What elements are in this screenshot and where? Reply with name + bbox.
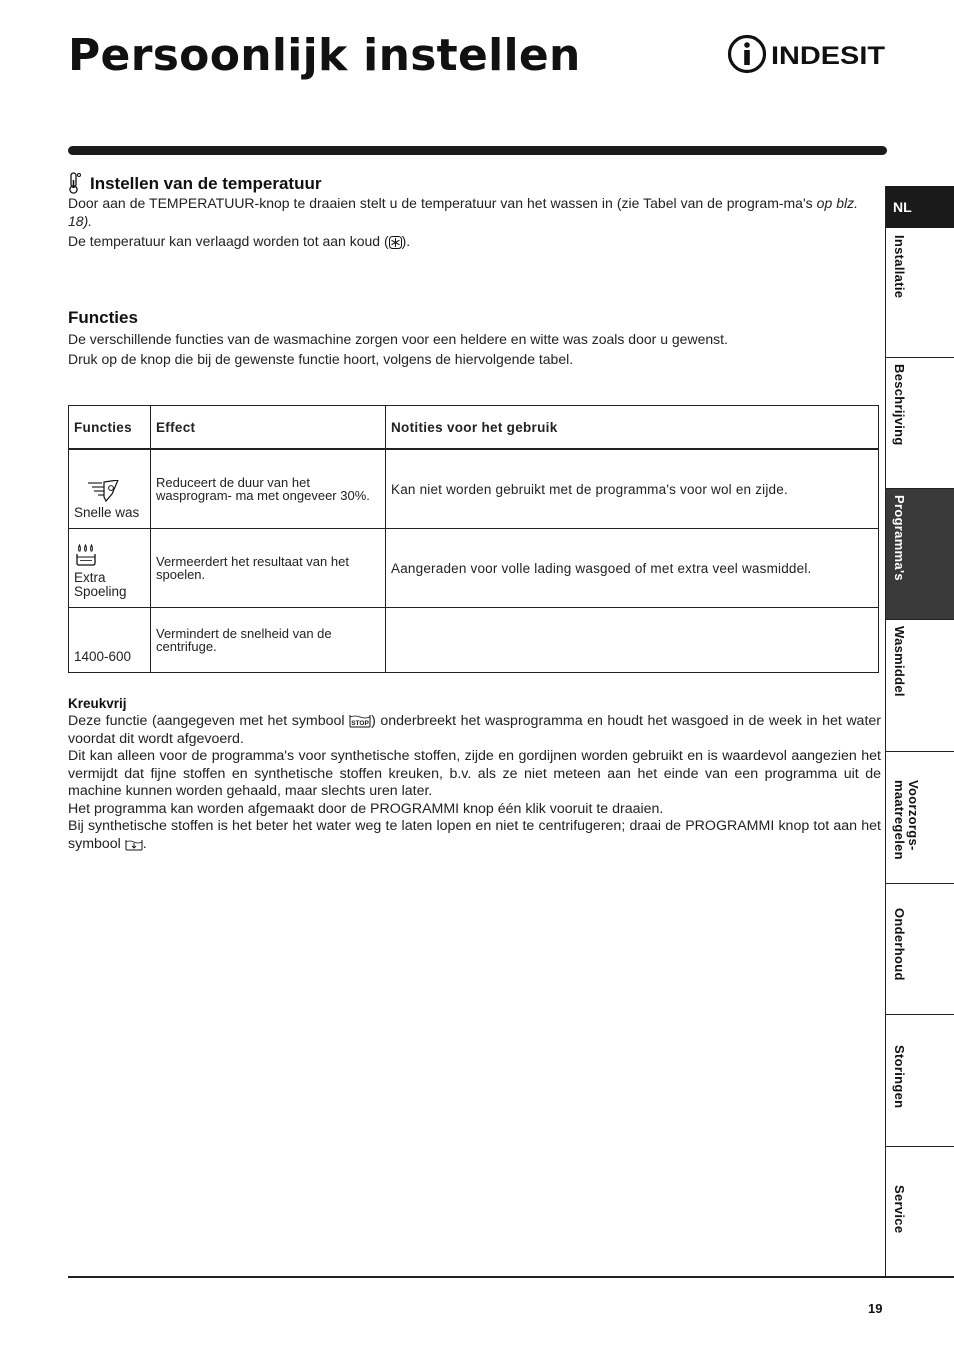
function-cell: [69, 449, 151, 529]
note-cell: [386, 608, 879, 673]
svg-text:STOP: STOP: [351, 720, 369, 727]
kreukvrij-section: [68, 696, 881, 853]
tab-onderhoud[interactable]: [886, 884, 954, 1015]
function-cell: [69, 529, 151, 608]
indesit-logo: [727, 34, 887, 74]
language-tab: [886, 186, 954, 228]
function-cell: [69, 608, 151, 673]
effect-cell: Reduceert de duur van het wasprogram- ma met ongeveer 30%.: [151, 449, 386, 529]
effect-cell: Vermeerdert het resultaat van het spoelen.: [151, 529, 386, 608]
tab-voorzorgsmaatregelen[interactable]: [886, 752, 954, 884]
tab-label: Programma's: [892, 495, 907, 581]
kreukvrij-heading: Kreukvrij: [68, 696, 127, 711]
drain-symbol-icon: [125, 837, 143, 851]
tab-storingen[interactable]: [886, 1015, 954, 1147]
kreukvrij-paragraph-4: Bij synthetische stoffen is het beter het water weg te laten lopen en niet te centrifugeren; draai de PROGRAMMI knop tot aan het symbool .: [68, 818, 881, 852]
effect-cell: Vermindert de snelheid van de centrifuge.: [151, 608, 386, 673]
function-name: Extra Spoeling: [74, 570, 127, 599]
tab-service[interactable]: [886, 1147, 954, 1276]
temperature-paragraph-1: Door aan de TEMPERATUUR-knop te draaien stelt u de temperatuur van het wassen in (zie Tabel van de program-ma's op blz. 18).: [68, 195, 859, 229]
tab-label: Onderhoud: [892, 908, 907, 981]
tab-installatie[interactable]: [886, 229, 954, 358]
tab-label: Service: [892, 1185, 907, 1234]
functions-line-1: De verschillende functies van de wasmachine zorgen voor een heldere en witte was zoals door u gewenst.: [68, 331, 728, 347]
temperature-heading: Instellen van de temperatuur: [90, 174, 322, 193]
column-header-effect: Effect: [151, 406, 386, 450]
table-header-row: [69, 406, 879, 450]
quick-wash-icon: [74, 480, 120, 502]
kreukvrij-paragraph-2: Dit kan alleen voor de programma's voor synthetische stoffen, zijde en gordijnen worden gebruikt en is waardevol aangezien het vermijdt dat fijne stoffen en synthetische stoffen kreuken, b.v. als ze niet meteen aan het einde van een programma uit de machine kunnen worden gehaald, maar slechts uren later.: [68, 748, 881, 799]
table-row: [69, 608, 879, 673]
tab-programmas[interactable]: [886, 489, 954, 620]
kreukvrij-paragraph-1: Deze functie (aangegeven met het symbool STOP ) onderbreekt het wasprogramma en houdt het wasgoed in de week in het water voordat dit wordt afgevoerd.: [68, 713, 882, 747]
footer-rule: [68, 1276, 954, 1278]
kreukvrij-paragraph-3: Het programma kan worden afgemaakt door de PROGRAMMI knop één klik vooruit te draaien.: [68, 800, 664, 817]
note-cell: Aangeraden voor volle lading wasgoed of met extra veel wasmiddel.: [386, 529, 879, 608]
tab-label: Wasmiddel: [892, 626, 907, 697]
cold-snowflake-icon: [389, 236, 402, 249]
tab-label: Beschrijving: [892, 364, 907, 446]
function-name: Snelle was: [74, 505, 140, 520]
brand-text: INDESIT: [771, 42, 885, 70]
temperature-paragraph-2: De temperatuur kan verlaagd worden tot aan koud ( ).: [68, 233, 411, 249]
page-number: 19: [868, 1301, 883, 1316]
thermometer-icon: [68, 172, 82, 194]
tab-label: Storingen: [892, 1045, 907, 1109]
temperature-section: [68, 172, 858, 250]
header-rule: [68, 146, 887, 155]
column-header-notities: Notities voor het gebruik: [386, 406, 879, 450]
tab-label: Installatie: [892, 235, 907, 299]
stop-symbol-icon: [349, 713, 371, 728]
table-row: [69, 449, 879, 529]
extra-rinse-icon: [74, 543, 98, 567]
page-reference: op blz. 18).: [68, 195, 859, 229]
function-name: 1400-600: [74, 649, 132, 664]
functions-table: [68, 405, 879, 673]
tab-beschrijving[interactable]: [886, 358, 954, 489]
table-row: [69, 529, 879, 608]
language-label: NL: [893, 199, 912, 215]
tab-wasmiddel[interactable]: [886, 620, 954, 752]
column-header-functies: Functies: [69, 406, 151, 450]
page-title: Persoonlijk instellen: [68, 30, 581, 81]
functions-heading: Functies: [68, 308, 138, 327]
tab-label: Voorzorgs- maatregelen: [892, 780, 921, 860]
functions-line-2: Druk op de knop die bij de gewenste functie hoort, volgens de hiervolgende tabel.: [68, 351, 574, 367]
functions-section: [68, 308, 858, 369]
note-cell: Kan niet worden gebruikt met de programma's voor wol en zijde.: [386, 449, 879, 529]
